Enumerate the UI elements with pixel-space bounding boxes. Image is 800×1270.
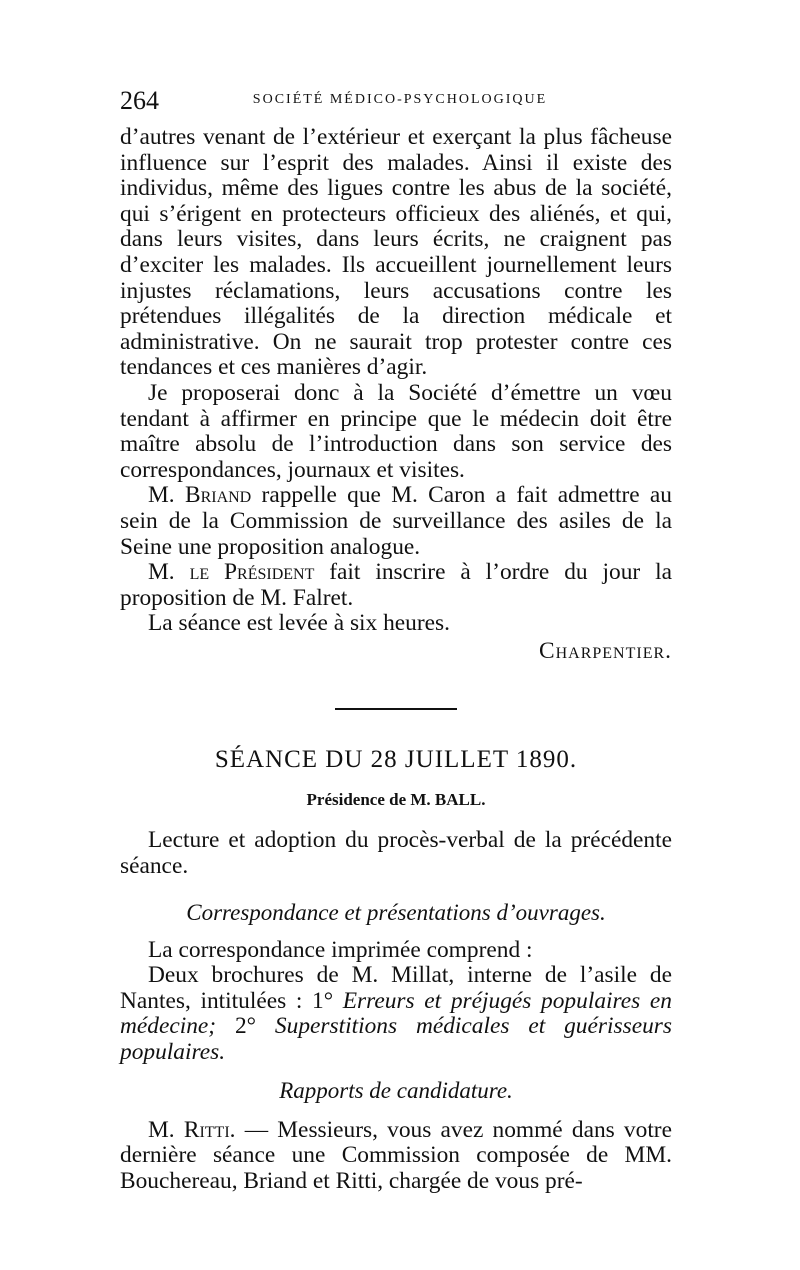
- briand-text: rappelle que M. Caron a fait admettre au sein de la Commission de surveillance des asiles de la Seine une proposition analogue.: [120, 482, 672, 560]
- session-title: SÉANCE DU 28 JUILLET 1890.: [214, 746, 578, 774]
- briand-prefix: M.: [148, 482, 175, 509]
- text-body: [120, 125, 672, 1194]
- signature: Charpentier.: [538, 637, 672, 664]
- ritti-prefix: M.: [148, 1116, 175, 1143]
- section-divider: [335, 708, 457, 710]
- briand-paragraph: [120, 483, 672, 560]
- president-prefix: M.: [148, 559, 175, 586]
- ritti-text: — Messieurs, vous avez nommé dans votre dernière séance une Commission composée de MM. Bouchereau, Briand et Ritti, chargée de vous pré-: [120, 1116, 672, 1194]
- proposal-paragraph: Je proposerai donc à la Société d’émettre un vœu tendant à affirmer en principe que le médecin doit être maître absolu de l’introduction dans son service des correspondances, journaux et visites.: [120, 379, 672, 483]
- presidence-line: Présidence de M. BALL.: [306, 790, 486, 810]
- brochure-title-2: Superstitions médicales et guérisseurs populaires.: [120, 1013, 672, 1066]
- briand-name: Briand: [184, 482, 252, 509]
- brochures-mid: 2°: [234, 1013, 257, 1040]
- brochures-paragraph: [120, 963, 672, 1065]
- lecture-paragraph: Lecture et adoption du procès-verbal de la précédente séance.: [120, 827, 672, 880]
- closing-line: La séance est levée à six heures.: [148, 610, 450, 637]
- ritti-name: Ritti.: [183, 1116, 236, 1143]
- president-paragraph: [120, 560, 672, 611]
- brochures-start: Deux brochures de M. Millat, interne de l’asile de Nantes, intitulées : 1°: [120, 962, 672, 1014]
- correspondance-heading: Correspondance et présentations d’ouvrages.: [186, 899, 606, 925]
- page-header: [120, 86, 680, 116]
- president-name: le Président: [189, 559, 315, 586]
- president-text: fait inscrire à l’ordre du jour la proposition de M. Falret.: [120, 559, 672, 611]
- page-number: 264: [120, 86, 159, 115]
- ritti-paragraph: [120, 1118, 672, 1195]
- correspondance-intro: La correspondance imprimée comprend :: [148, 936, 533, 963]
- running-head: SOCIÉTÉ MÉDICO-PSYCHOLOGIQUE: [252, 92, 548, 107]
- brochure-title-1: Erreurs et préjugés populaires en médecine;: [120, 987, 672, 1040]
- continued-paragraph: d’autres venant de l’extérieur et exerçant la plus fâcheuse influence sur l’esprit des malades. Ainsi il existe des individus, même des ligues contre les abus de la société, qui s’érigent en protecteurs officieux des aliénés, et qui, dans leurs visites, dans leurs écrits, ne craignent pas d’exciter les malades. Ils accueillent journellement leurs injustes réclamations, leurs accusations contre les prétendues illégalités de la direction médicale et administrative. On ne saurait trop protester contre ces tendances et ces manières d’agir.: [120, 124, 672, 381]
- rapports-heading: Rapports de candidature.: [279, 1077, 513, 1103]
